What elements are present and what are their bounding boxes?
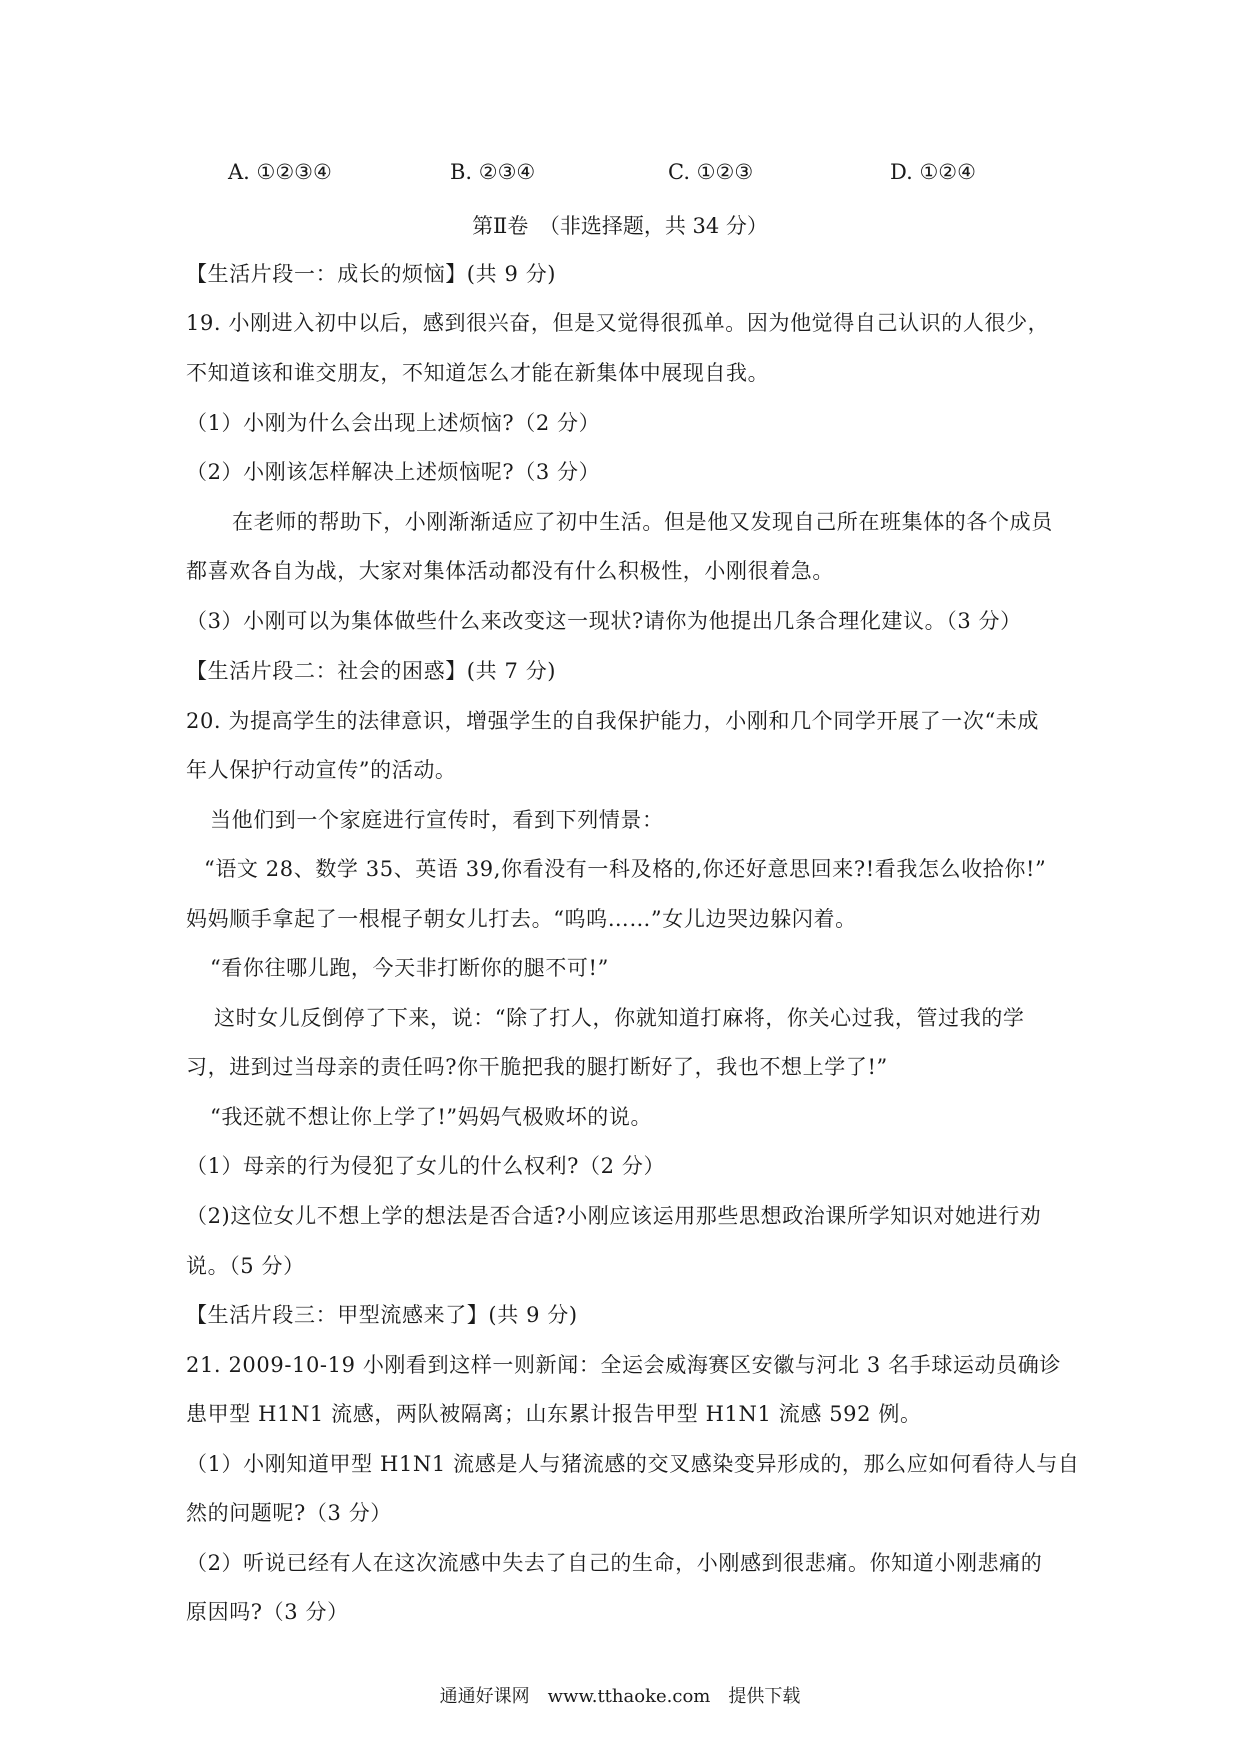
q20-quote1-line1: “语文 28、数学 35、英语 39,你看没有一科及格的,你还好意思回来?!看我怎么收拾你!” — [204, 857, 1047, 881]
q20-quote1-line2: 妈妈顺手拿起了一根棍子朝女儿打去。“呜呜……”女儿边哭边躲闪着。 — [186, 907, 857, 931]
q20-quote4: “我还就不想让你上学了!”妈妈气极败坏的说。 — [210, 1105, 653, 1129]
q20-line1: 20. 为提高学生的法律意识，增强学生的自我保护能力，小刚和几个同学开展了一次“未成 — [186, 709, 1040, 733]
q19-sub2: （2）小刚该怎样解决上述烦恼呢?（3 分） — [186, 460, 601, 484]
q21-sub1-line2: 然的问题呢?（3 分） — [186, 1501, 392, 1525]
q20-sub2-line1: （2)这位女儿不想上学的想法是否合适?小刚应该运用那些思想政治课所学知识对她进行劝 — [186, 1204, 1042, 1228]
q19-line2: 不知道该和谁交朋友，不知道怎么才能在新集体中展现自我。 — [186, 361, 770, 385]
q20-sub2-line2: 说。（5 分） — [186, 1254, 305, 1278]
q21-sub1-line1: （1）小刚知道甲型 H1N1 流感是人与猪流感的交叉感染变异形成的，那么应如何看待人与自 — [186, 1452, 1080, 1476]
q20-sub1: （1）母亲的行为侵犯了女儿的什么权利?（2 分） — [186, 1154, 666, 1178]
q19-sub1: （1）小刚为什么会出现上述烦恼?（2 分） — [186, 411, 601, 435]
fragment3-heading: 【生活片段三：甲型流感来了】(共 9 分) — [186, 1303, 578, 1327]
fragment2-heading: 【生活片段二：社会的困惑】(共 7 分) — [186, 659, 557, 683]
q19-sub3: （3）小刚可以为集体做些什么来改变这一现状?请你为他提出几条合理化建议。（3 分） — [186, 609, 1022, 633]
q21-sub2-line1: （2）听说已经有人在这次流感中失去了自己的生命，小刚感到很悲痛。你知道小刚悲痛的 — [186, 1551, 1043, 1575]
q19-para-line2: 都喜欢各自为战，大家对集体活动都没有什么积极性，小刚很着急。 — [186, 559, 834, 583]
q20-quote3-line1: 这时女儿反倒停了下来，说：“除了打人，你就知道打麻将，你关心过我，管过我的学 — [214, 1006, 1025, 1030]
fragment1-heading: 【生活片段一：成长的烦恼】(共 9 分) — [186, 262, 557, 286]
q19-line1: 19. 小刚进入初中以后，感到很兴奋，但是又觉得很孤单。因为他觉得自己认识的人很少， — [186, 311, 1050, 335]
choice-b: B. ②③④ — [450, 160, 536, 184]
choice-d: D. ①②④ — [890, 160, 976, 184]
q20-quote2: “看你往哪儿跑，今天非打断你的腿不可!” — [210, 956, 609, 980]
q19-para-line1: 在老师的帮助下，小刚渐渐适应了初中生活。但是他又发现自己所在班集体的各个成员 — [232, 510, 1053, 534]
section-title: 第Ⅱ卷 （非选择题，共 34 分） — [472, 214, 768, 238]
footer-download-note: 通通好课网 www.tthaoke.com 提供下载 — [439, 1686, 801, 1707]
choice-c: C. ①②③ — [668, 160, 754, 184]
q21-sub2-line2: 原因吗?（3 分） — [186, 1600, 349, 1624]
q21-line2: 患甲型 H1N1 流感，两队被隔离；山东累计报告甲型 H1N1 流感 592 例。 — [186, 1402, 922, 1426]
answer-choices — [0, 160, 1240, 190]
choice-a: A. ①②③④ — [228, 160, 332, 184]
q20-scene-intro: 当他们到一个家庭进行宣传时，看到下列情景： — [210, 808, 664, 832]
q20-line2: 年人保护行动宣传”的活动。 — [186, 758, 457, 782]
q20-quote3-line2: 习，进到过当母亲的责任吗?你干脆把我的腿打断好了，我也不想上学了!” — [186, 1055, 888, 1079]
q21-line1: 21. 2009-10-19 小刚看到这样一则新闻：全运会威海赛区安徽与河北 3 名手球运动员确诊 — [186, 1353, 1061, 1377]
